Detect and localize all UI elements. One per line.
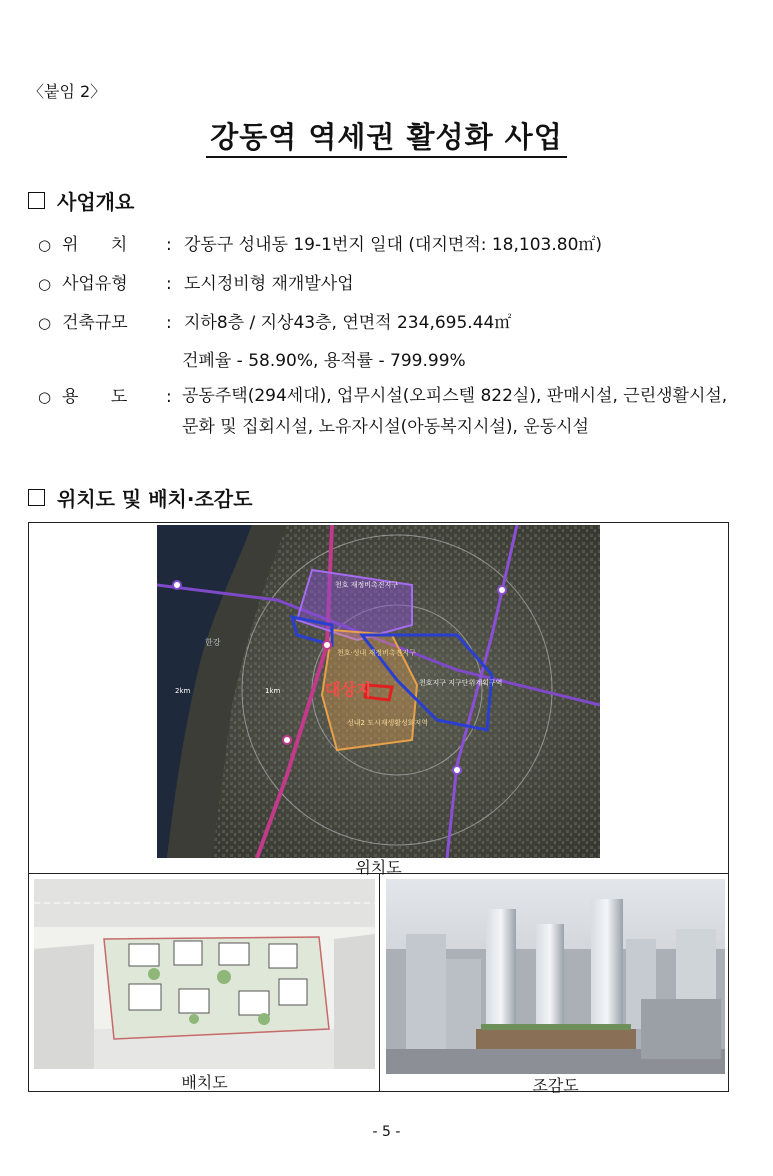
- circle-bullet-icon: ○: [38, 275, 52, 293]
- figure-divider-vertical: [379, 873, 380, 1092]
- overview-scale-row: ○ 건축규모 : 지하8층 / 지상43층, 연면적 234,695.44㎡: [38, 305, 511, 341]
- map-river-label: 한강: [205, 638, 221, 647]
- map-target-label: 대상지: [325, 680, 372, 699]
- attachment-label: 〈붙임 2〉: [28, 82, 107, 101]
- page-title: 강동역 역세권 활성화 사업: [0, 115, 773, 156]
- location-value: 강동구 성내동 19-1번지 일대 (대지면적: 18,103.80㎡): [184, 235, 603, 255]
- map-zone1-label: 천호 재정비촉진지구: [335, 581, 399, 589]
- map-ring1-label: 1km: [265, 687, 281, 695]
- birds-eye-view: [386, 879, 725, 1074]
- use-key: 용 도: [62, 387, 128, 407]
- page-number: - 5 -: [372, 1124, 401, 1140]
- overview-location-row: ○ 위 치 : 강동구 성내동 19-1번지 일대 (대지면적: 18,103.80㎡): [38, 227, 602, 263]
- section-overview-title: 사업개요: [57, 190, 135, 214]
- section-location-title: 위치도 및 배치·조감도: [57, 487, 253, 511]
- overview-type-row: ○ 사업유형 : 도시정비형 재개발사업: [38, 266, 354, 302]
- type-value: 도시정비형 재개발사업: [184, 274, 354, 294]
- type-key: 사업유형: [62, 274, 128, 294]
- circle-bullet-icon: ○: [38, 388, 52, 406]
- overview-use-row: ○ 용 도 :: [38, 379, 184, 415]
- checkbox-square-icon: [28, 192, 45, 209]
- plan-caption: 배치도: [181, 1073, 228, 1092]
- circle-bullet-icon: ○: [38, 314, 52, 332]
- map-zone2-label: 천호·성내 재정비촉진지구: [337, 649, 416, 657]
- circle-bullet-icon: ○: [38, 236, 52, 254]
- bird-caption: 조감도: [532, 1076, 579, 1095]
- map-caption: 위치도: [355, 858, 402, 877]
- location-key: 위 치: [62, 235, 128, 255]
- checkbox-square-icon: [28, 489, 45, 506]
- section-location: [28, 483, 252, 512]
- location-map: [157, 525, 600, 858]
- use-value: 공동주택(294세대), 업무시설(오피스텔 822실), 판매시설, 근린생활시설, 문화 및 집회시설, 노유자시설(아동복지시설), 운동시설: [182, 386, 728, 437]
- scale-value-continued: 건폐율 - 58.90%, 용적률 - 799.99%: [182, 351, 466, 371]
- map-zone3-label: 천호지구 지구단위계획구역: [419, 679, 503, 687]
- scale-key: 건축규모: [62, 313, 128, 333]
- section-overview: [28, 186, 134, 215]
- map-ring2-label: 2km: [175, 687, 191, 695]
- map-zone4-label: 성내2 도시재생활성화지역: [347, 719, 429, 727]
- scale-value: 지하8층 / 지상43층, 연면적 234,695.44㎡: [184, 313, 512, 333]
- site-plan: [34, 879, 375, 1069]
